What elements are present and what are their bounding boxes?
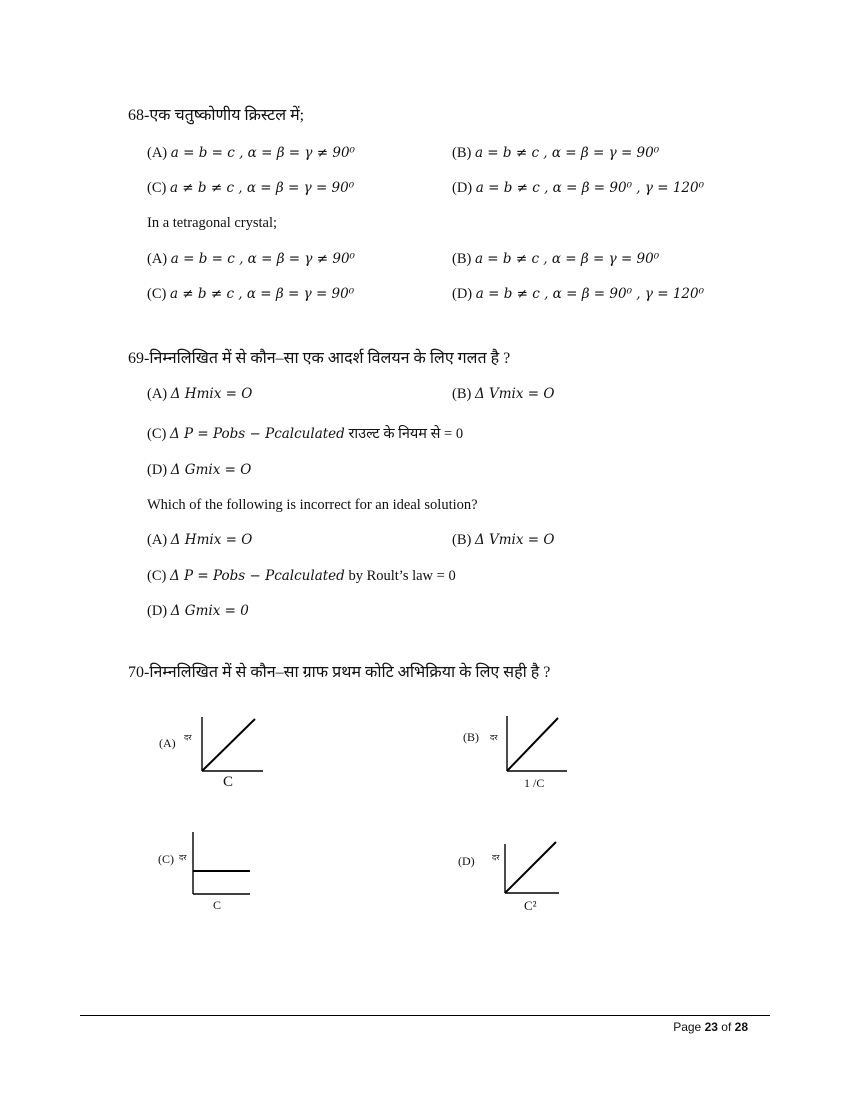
graph-b-label: (B): [463, 730, 479, 744]
q69-hi-option-d: [147, 462, 251, 479]
option-expr: a ≠ b ≠ c , α = β = γ = 90⁰: [169, 180, 355, 196]
option-expr: a ≠ b ≠ c , α = β = γ = 90⁰: [169, 286, 355, 302]
option-label: (A): [147, 532, 168, 548]
option-label: (C): [147, 180, 167, 196]
q68-head-en: In a tetragonal crystal;: [147, 215, 278, 231]
option-label: (D): [147, 603, 168, 619]
option-label: (C): [147, 568, 167, 584]
option-expr: Δ Vmix = O: [474, 386, 555, 402]
q69-en-option-d: [147, 603, 249, 620]
option-label: (C): [147, 286, 167, 302]
graph-d-series-line: [505, 842, 556, 893]
option-expr: a = b ≠ c , α = β = 90⁰ , γ = 120⁰: [475, 286, 704, 302]
option-label: (D): [147, 462, 168, 478]
graph-b-plot: [460, 712, 575, 777]
q68-hi-option-d: [452, 180, 704, 197]
option-expr: Δ P = Pobs − Pcalculated: [169, 568, 345, 584]
option-label: (A): [147, 145, 168, 161]
q69-en-option-a: [147, 532, 252, 549]
graph-a-label: (A): [159, 736, 176, 750]
graph-a-plot: [155, 712, 270, 777]
option-expr: a = b ≠ c , α = β = γ = 90⁰: [474, 145, 660, 161]
q69-en-option-c: [147, 568, 456, 585]
graph-d-plot: [455, 830, 570, 900]
option-suffix: by Roult’s law = 0: [348, 568, 456, 584]
option-expr: Δ Gmix = 0: [170, 603, 249, 619]
q68-en-option-c: [147, 286, 354, 303]
graph-c: [155, 830, 270, 915]
graph-c-plot: [155, 830, 270, 900]
footer-prefix: Page: [673, 1020, 702, 1034]
graph-a-xlabel: C: [223, 774, 234, 790]
graph-b-series-line: [507, 718, 558, 771]
q68-hi-option-b: [452, 145, 659, 162]
q69-en-option-b: [452, 532, 554, 549]
graph-b: [460, 712, 575, 797]
option-label: (B): [452, 386, 472, 402]
q69-head-en: Which of the following is incorrect for an ideal solution?: [147, 497, 478, 513]
option-expr: a = b ≠ c , α = β = 90⁰ , γ = 120⁰: [475, 180, 704, 196]
option-expr: Δ Hmix = O: [170, 386, 253, 402]
option-label: (A): [147, 386, 168, 402]
footer-total-pages: 28: [734, 1020, 748, 1034]
graph-c-ylabel: दर: [179, 853, 187, 862]
graph-d: [455, 830, 570, 920]
graph-c-label: (C): [158, 852, 174, 866]
page-footer: [673, 1020, 748, 1034]
q68-head-hi: 68-एक चतुष्कोणीय क्रिस्टल में;: [128, 107, 305, 124]
option-label: (A): [147, 251, 168, 267]
graph-d-xlabel: C²: [524, 898, 537, 913]
option-label: (B): [452, 145, 472, 161]
option-expr: a = b = c , α = β = γ ≠ 90⁰: [170, 251, 355, 267]
q69-hi-option-c: [147, 423, 463, 443]
q68-hi-option-a: [147, 145, 355, 162]
graph-a-series-line: [202, 719, 255, 771]
option-expr: Δ P = Pobs − Pcalculated: [169, 426, 345, 442]
footer-of: of: [721, 1020, 732, 1034]
graph-c-xlabel: C: [213, 898, 222, 912]
option-label: (C): [147, 426, 167, 442]
footer-divider: [80, 1015, 770, 1016]
q69-hi-option-b: [452, 386, 554, 403]
q68-en-option-b: [452, 251, 659, 268]
option-suffix: राउल्ट के नियम से = 0: [348, 426, 464, 442]
graph-d-ylabel: दर: [492, 853, 500, 862]
option-label: (D): [452, 180, 473, 196]
option-label: (B): [452, 532, 472, 548]
option-expr: a = b ≠ c , α = β = γ = 90⁰: [474, 251, 660, 267]
option-label: (B): [452, 251, 472, 267]
footer-page-number: 23: [704, 1020, 718, 1034]
q68-en-option-d: [452, 286, 704, 303]
option-label: (D): [452, 286, 473, 302]
graph-b-ylabel: दर: [490, 733, 498, 742]
q68-hi-option-c: [147, 180, 354, 197]
q69-head-hi: 69-निम्नलिखित में से कौन–सा एक आदर्श विलयन के लिए गलत है ?: [128, 350, 511, 367]
graph-a-ylabel: दर: [184, 733, 192, 742]
q68-en-option-a: [147, 251, 355, 268]
option-expr: Δ Hmix = O: [170, 532, 253, 548]
q69-hi-option-a: [147, 386, 252, 403]
graph-d-label: (D): [458, 854, 475, 868]
graph-a: [155, 712, 270, 797]
option-expr: a = b = c , α = β = γ ≠ 90⁰: [170, 145, 355, 161]
option-expr: Δ Gmix = O: [170, 462, 252, 478]
graph-b-xlabel: 1 /C: [524, 776, 545, 790]
q70-head-hi: 70-निम्नलिखित में से कौन–सा ग्राफ प्रथम कोटि अभिक्रिया के लिए सही है ?: [128, 664, 551, 681]
option-expr: Δ Vmix = O: [474, 532, 555, 548]
